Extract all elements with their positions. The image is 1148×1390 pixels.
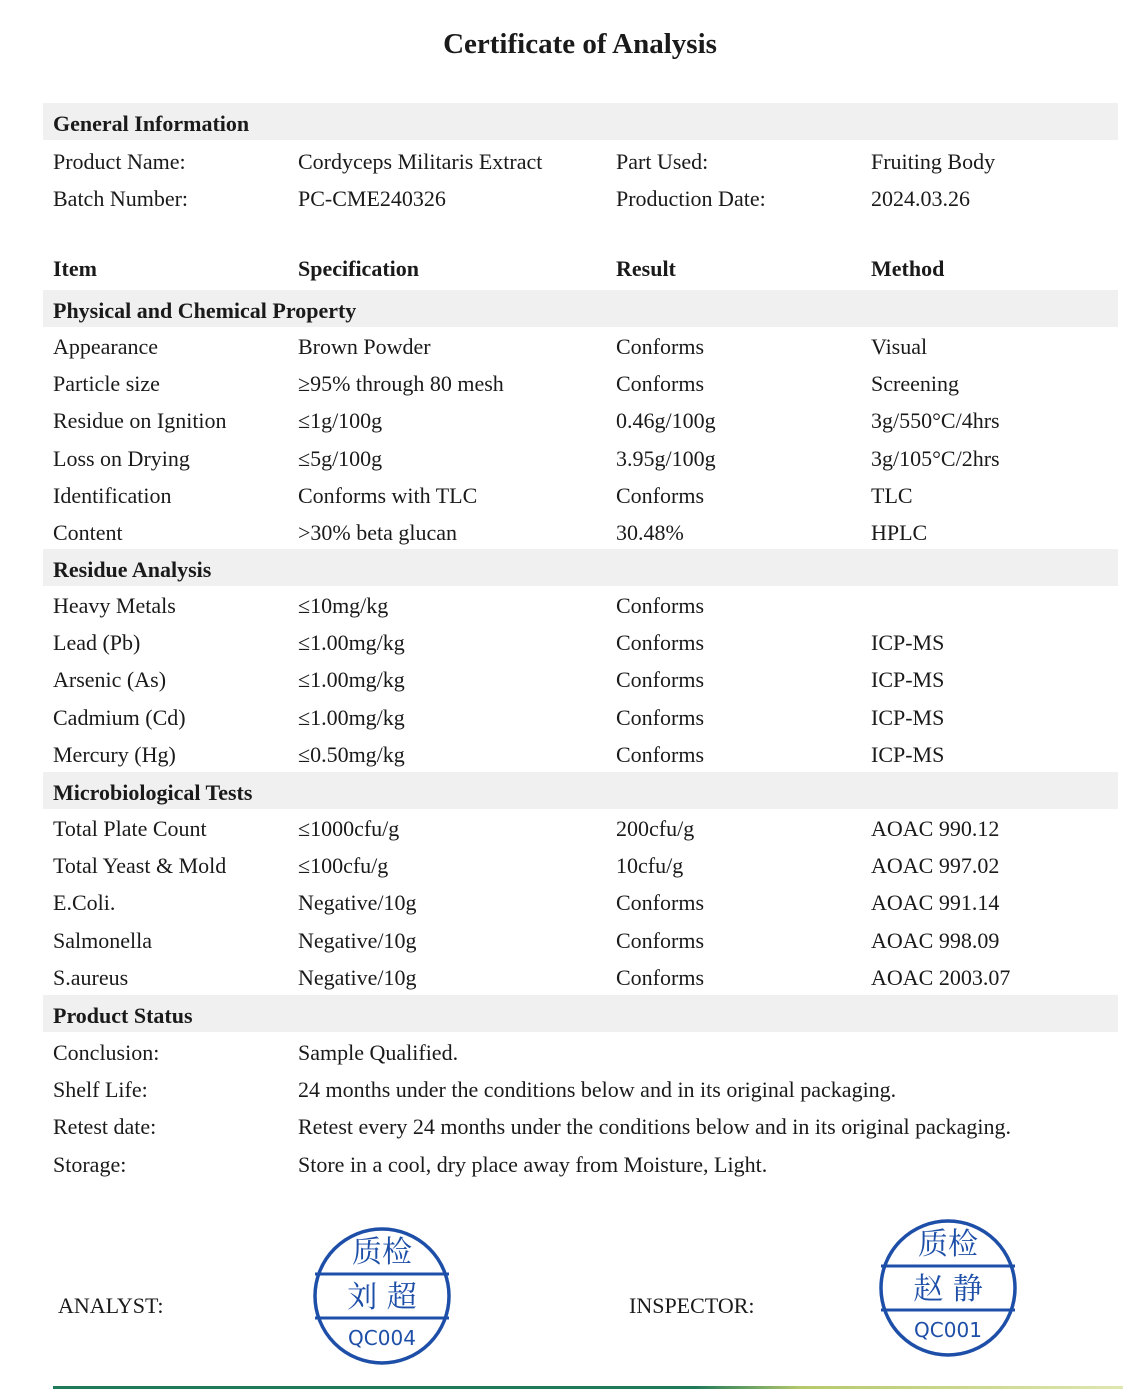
table-row-col-2: Conforms with TLC: [298, 482, 478, 508]
general-row-col-1: Product Name:: [53, 149, 186, 174]
product-status-band: [43, 995, 1118, 1032]
table-row-col-1: Arsenic (As): [53, 667, 167, 693]
table-row-col-3: 30.48%: [616, 520, 684, 545]
status-row-col-2: Retest every 24 months under the conditions below and in its original packaging.: [298, 1114, 1012, 1140]
table-row-col-3: Conforms: [616, 667, 704, 693]
table-row-col-1: Residue on Ignition: [53, 408, 227, 434]
table-row-col-1: Appearance: [53, 334, 159, 359]
table-row-col-4: ICP-MS: [871, 667, 945, 693]
microbiological-tests-heading: Microbiological Tests: [53, 780, 253, 805]
table-row-col-2: ≤1000cfu/g: [298, 816, 400, 841]
table-row-col-1: Lead (Pb): [53, 630, 141, 656]
table-row-col-4: AOAC 991.14: [871, 890, 1000, 916]
table-row-col-2: ≤1g/100g: [298, 408, 383, 434]
general-row-col-3: Production Date:: [616, 186, 766, 212]
status-row-col-2: Store in a cool, dry place away from Moisture, Light.: [298, 1151, 768, 1177]
table-row-col-1: Mercury (Hg): [53, 741, 176, 767]
table-row-col-4: ICP-MS: [871, 741, 945, 767]
residue-analysis-heading: Residue Analysis: [53, 557, 212, 582]
stamp-top-text: 质检: [918, 1227, 978, 1262]
table-row-col-4: 3g/105°C/2hrs: [871, 445, 1000, 471]
status-row-col-1: Storage:: [53, 1151, 127, 1177]
table-row-col-1: Particle size: [53, 371, 160, 397]
general-row-col-2: PC-CME240326: [298, 186, 446, 212]
status-row-col-1: Shelf Life:: [53, 1077, 148, 1103]
column-header-col-4: Method: [871, 256, 945, 281]
analyst-label: ANALYST:: [58, 1293, 164, 1318]
table-row-col-3: Conforms: [616, 593, 704, 618]
table-row-col-3: 200cfu/g: [616, 816, 695, 841]
table-row-col-3: Conforms: [616, 741, 704, 767]
table-row-col-4: AOAC 998.09: [871, 927, 1000, 953]
table-row-col-1: Content: [53, 520, 123, 545]
status-row-col-2: Sample Qualified.: [298, 1040, 459, 1065]
column-header-col-3: Result: [616, 256, 676, 281]
table-row-col-3: 0.46g/100g: [616, 408, 716, 434]
table-row-col-2: Brown Powder: [298, 334, 431, 359]
table-row-col-1: E.Coli.: [53, 890, 116, 916]
table-row-col-3: Conforms: [616, 334, 704, 359]
table-row-col-3: Conforms: [616, 890, 704, 916]
inspector-stamp: [876, 1216, 1020, 1360]
table-row-col-3: 10cfu/g: [616, 853, 684, 879]
general-row-col-2: Cordyceps Militaris Extract: [298, 149, 543, 174]
table-row-col-3: Conforms: [616, 630, 704, 656]
table-row-col-1: Salmonella: [53, 927, 152, 953]
table-row-col-2: ≤1.00mg/kg: [298, 704, 405, 730]
stamp-code-text: QC001: [914, 1318, 982, 1342]
inspector-label: INSPECTOR:: [629, 1293, 755, 1318]
table-row-col-3: Conforms: [616, 482, 704, 508]
table-row-col-4: Visual: [871, 334, 928, 359]
table-row-col-1: Loss on Drying: [53, 445, 190, 471]
table-row-col-2: ≤100cfu/g: [298, 853, 389, 879]
general-row-col-3: Part Used:: [616, 149, 709, 174]
table-row-col-1: Total Yeast & Mold: [53, 853, 227, 879]
table-row-col-4: 3g/550°C/4hrs: [871, 408, 1000, 434]
table-row-col-2: ≤0.50mg/kg: [298, 741, 405, 767]
table-row-col-4: AOAC 997.02: [871, 853, 1000, 879]
stamp-name-text: 刘 超: [347, 1280, 417, 1315]
table-row-col-3: Conforms: [616, 704, 704, 730]
table-row-col-1: S.aureus: [53, 964, 129, 990]
table-row-col-2: ≥95% through 80 mesh: [298, 371, 504, 397]
product-status-heading: Product Status: [53, 1003, 193, 1028]
analyst-stamp: [310, 1224, 454, 1368]
table-row-col-4: ICP-MS: [871, 630, 945, 656]
status-row-col-2: 24 months under the conditions below and in its original packaging.: [298, 1077, 897, 1103]
physical-chemical-heading: Physical and Chemical Property: [53, 298, 357, 323]
general-row-col-4: Fruiting Body: [871, 149, 996, 174]
table-row-col-3: Conforms: [616, 371, 704, 397]
footer-rule: [53, 1386, 1123, 1389]
table-row-col-4: ICP-MS: [871, 704, 945, 730]
column-header-col-2: Specification: [298, 256, 419, 281]
general-information-heading: General Information: [53, 111, 250, 136]
table-row-col-2: ≤1.00mg/kg: [298, 630, 405, 656]
table-row-col-4: AOAC 990.12: [871, 816, 1000, 841]
document-title: Certificate of Analysis: [443, 28, 717, 60]
table-row-col-4: AOAC 2003.07: [871, 964, 1011, 990]
status-row-col-1: Conclusion:: [53, 1040, 160, 1065]
status-row-col-1: Retest date:: [53, 1114, 157, 1140]
table-row-col-2: ≤5g/100g: [298, 445, 383, 471]
table-row-col-4: Screening: [871, 371, 959, 397]
table-row-col-3: Conforms: [616, 927, 704, 953]
table-row-col-2: Negative/10g: [298, 964, 417, 990]
general-row-col-4: 2024.03.26: [871, 186, 970, 212]
table-row-col-2: >30% beta glucan: [298, 520, 458, 545]
table-row-col-3: Conforms: [616, 964, 704, 990]
stamp-top-text: 质检: [352, 1235, 412, 1270]
table-row-col-1: Cadmium (Cd): [53, 704, 186, 730]
table-row-col-2: ≤1.00mg/kg: [298, 667, 405, 693]
stamp-code-text: QC004: [348, 1326, 416, 1350]
table-row-col-3: 3.95g/100g: [616, 445, 716, 471]
table-row-col-4: HPLC: [871, 520, 928, 545]
table-row-col-2: ≤10mg/kg: [298, 593, 389, 618]
stamp-name-text: 赵 静: [913, 1272, 983, 1307]
table-row-col-1: Total Plate Count: [53, 816, 207, 841]
general-row-col-1: Batch Number:: [53, 186, 189, 212]
column-header-col-1: Item: [53, 256, 97, 281]
table-row-col-4: TLC: [871, 482, 913, 508]
table-row-col-1: Heavy Metals: [53, 593, 176, 618]
table-row-col-2: Negative/10g: [298, 927, 417, 953]
table-row-col-2: Negative/10g: [298, 890, 417, 916]
table-row-col-1: Identification: [53, 482, 172, 508]
